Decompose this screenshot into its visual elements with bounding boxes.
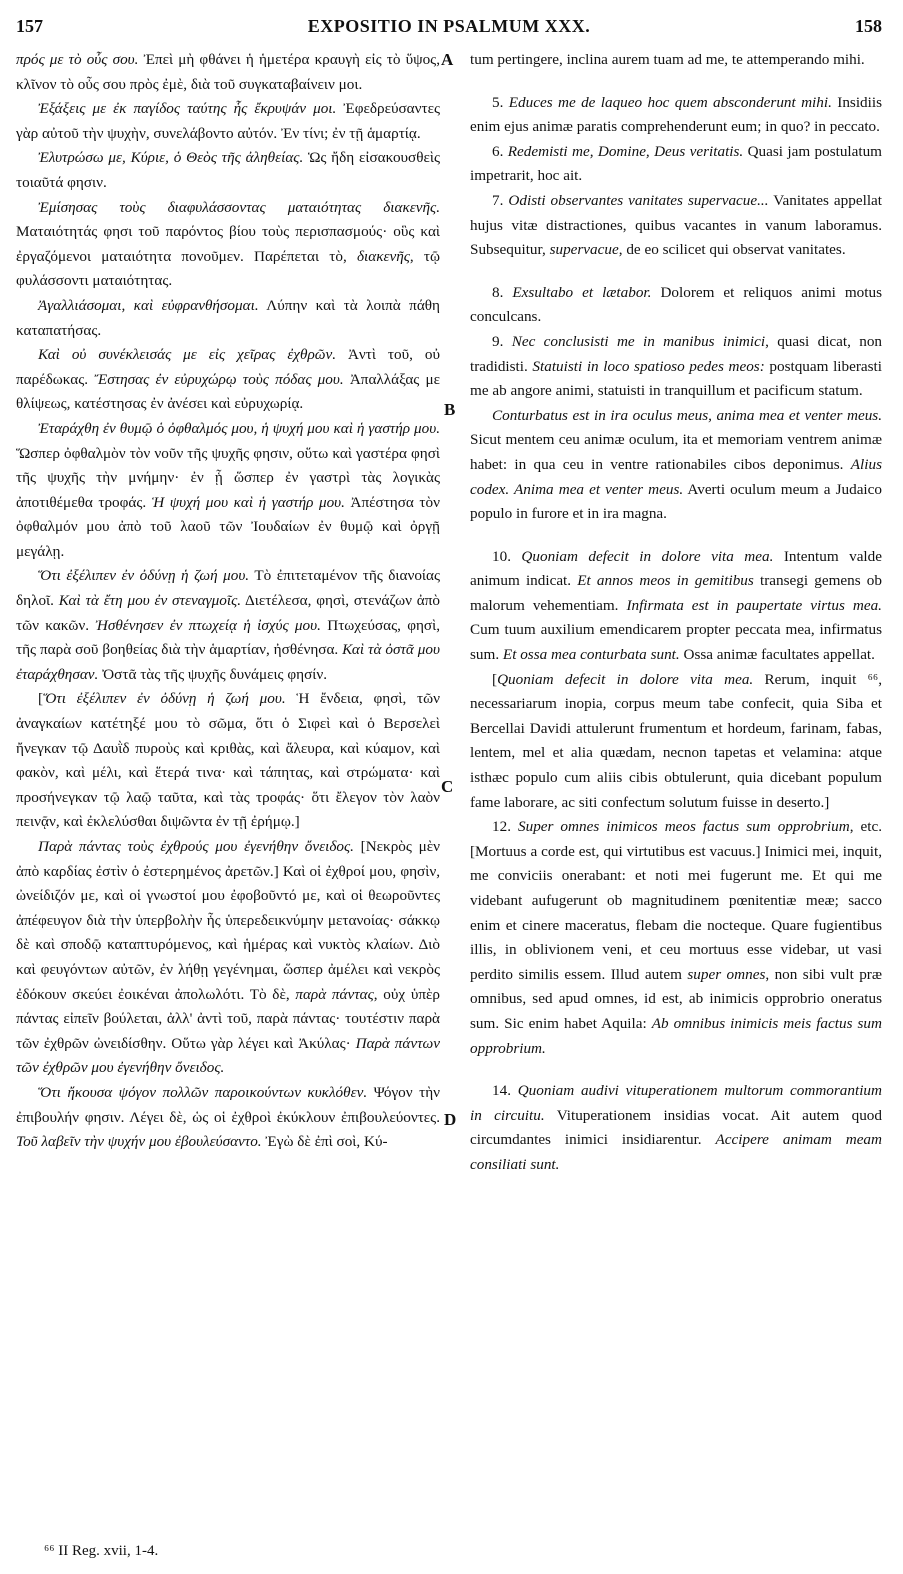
verse-lemma: Ἐξάξεις με ἐκ παγίδος ταύτης ἧς ἔκρυψάν μοι. (38, 100, 337, 118)
greek-paragraph (16, 343, 440, 417)
latin-paragraph (470, 545, 882, 668)
verse-lemma: Quoniam defecit in dolore vita mea. (497, 670, 754, 688)
verse-lemma: supervacue (549, 241, 619, 259)
commentary-text: Λύπην καὶ τὰ λοιπὰ πάθη καταπατήσας. (16, 296, 440, 339)
commentary-text: Sicut mentem ceu animæ oculum, ita et memoriam ventrem animæ habet: in qua ceu in ventre rationabiles cibos deponimus. (470, 431, 882, 473)
verse-lemma: Τοῦ λαβεῖν τὴν ψυχήν μου ἐβουλεύσαντο. (16, 1133, 262, 1151)
latin-paragraph (470, 140, 882, 189)
verse-lemma: Odisti observantes vanitates supervacue... (508, 191, 769, 209)
commentary-text: Ἐγὼ δὲ ἐπὶ σοὶ, Κύ- (261, 1133, 388, 1151)
latin-paragraph (470, 815, 882, 1061)
commentary-text: Cum tuum auxilium emendicarem propter peccata mea, infirmatus sum. (470, 621, 882, 664)
commentary-text: Averti oculum meum a Judaico populo in furore et in ira magna. (470, 480, 882, 523)
latin-paragraph (470, 668, 882, 816)
latin-paragraph (470, 91, 882, 140)
verse-lemma: Infirmata est in paupertate virtus mea. (626, 596, 882, 614)
margin-letter-b: B (444, 400, 456, 419)
commentary-text: Ἀπαλλάξας με θλίψεως, κατέστησας ἐν ἀνέσει καὶ εὐρυχωρίᾳ. (16, 370, 440, 413)
verse-number: 9. (492, 332, 512, 350)
commentary-text: Ossa animæ facultates appellat. (679, 646, 875, 664)
verse-lemma: Educes me de laqueo hoc quem absconderunt mihi. (508, 93, 832, 111)
verse-lemma: Παρὰ πάντων τῶν ἐχθρῶν μου ἐγενήθην ὄνειδος. (16, 1034, 440, 1077)
verse-lemma: Ἀγαλλιάσομαι, καὶ εὐφρανθήσομαι. (38, 296, 259, 314)
verse-lemma: Ἠσθένησεν ἐν πτωχείᾳ ἡ ἰσχύς μου. (95, 616, 321, 634)
commentary-text: Πτωχεύσας, φησὶ, τῆς παρὰ σοῦ βοηθείας διὰ τὴν ἁμαρτίαν, ἠσθένησα. (16, 616, 440, 659)
verse-lemma: Accipere animam meam consiliati sunt. (470, 1131, 882, 1173)
margin-letter-d: D (444, 1110, 457, 1129)
commentary-text: Ὡς ἤδη εἰσακουσθεὶς τοιαῦτά φησιν. (16, 149, 440, 191)
verse-lemma: Ἐλυτρώσω με, Κύριε, ὁ Θεὸς τῆς ἀληθείας. (38, 149, 304, 167)
verse-lemma: Καὶ τὰ ὀστᾶ μου ἐταράχθησαν. (16, 641, 440, 683)
commentary-text: Ὀστᾶ τὰς τῆς ψυχῆς δυνάμεις φησίν. (98, 665, 328, 683)
commentary-text: Quasi jam postulatum impetrarit, hoc ait. (470, 142, 882, 185)
margin-letter-a: A (441, 50, 454, 69)
greek-paragraph (16, 97, 440, 146)
commentary-text: Ἀντὶ τοῦ, οὐ παρέδωκας. (16, 346, 440, 388)
verse-lemma: Super omnes inimicos meos factus sum opprobrium (518, 818, 850, 836)
verse-lemma: Ὅτι ἐξέλιπεν ἐν ὀδύνῃ ἡ ζωή μου. (38, 567, 250, 585)
commentary-text: Τὸ ἐπιτεταμένον τῆς διανοίας δηλοῖ. (16, 567, 440, 610)
commentary-text: Ἐφεδρεύσαντες γὰρ αὐτοῦ τὴν ψυχὴν, συνελάβοντο αὐτόν. Ἐν τίνι; ἐν τῇ ἁμαρτίᾳ. (16, 100, 440, 142)
footnote: ⁶⁶ II Reg. xvii, 1-4. (44, 1543, 159, 1559)
commentary-text: Vanitates appellat hujus vitæ distractiones, quibus vacantes in vanum laboramus. Subsequitur, (470, 191, 883, 259)
verse-number: 8. (492, 283, 513, 301)
verse-lemma: Ἡ ψυχή μου καὶ ἡ γαστήρ μου. (151, 493, 345, 511)
commentary-text: Ἡ ἔνδεια, φησὶ, τῶν ἀναγκαίων κατέτηξέ μου τὸ σῶμα, ὅτι ὁ Σιφεὶ καὶ ὁ Βερσελεὶ ἤνεγκαν τῷ Δαυῒδ πυροὺς καὶ κριθὰς, καὶ ἄλευρα, καὶ κύαμον, καὶ φακὸν, καὶ μέλι, καὶ ἕτερά τινα· καὶ τάπητας, καὶ στρώματα· καὶ προσήνεγκαν τῷ λαῷ ταῦτα, καὶ τὰς τροφάς· ὅτι ἔλεγον τὸν λαὸν πεινᾷν, καὶ ἐκλελύσθαι διψῶντα ἐν τῇ ἐρήμῳ.] (16, 690, 440, 831)
verse-lemma: πρός με τὸ οὖς σου. (16, 51, 139, 68)
greek-paragraph (16, 564, 440, 687)
commentary-text: Ἀπέστησα τὸν ὀφθαλμόν μου ἀπὸ τοῦ λαοῦ τῶν Ἰουδαίων ἐν θυμῷ καὶ ὀργῇ μεγάλῃ. (16, 493, 440, 560)
commentary-text: , non sibi vult præ omnibus, sed apud omnes, id est, ab inimicis opprobrio oneratus sum. Sic enim habet Aquila: (470, 965, 882, 1032)
verse-lemma: Ab omnibus inimicis meis factus sum opprobrium. (470, 1014, 882, 1057)
verse-lemma: Παρὰ πάντας τοὺς ἐχθρούς μου ἐγενήθην ὄνειδος. (38, 838, 354, 855)
greek-column (16, 48, 440, 1155)
running-header (16, 16, 882, 42)
greek-paragraph (16, 687, 440, 835)
latin-paragraph (470, 1079, 882, 1177)
commentary-text: , quasi dicat, non tradidisti. (470, 332, 883, 375)
verse-number: 7. (492, 191, 509, 209)
commentary-text: Intentum valde animum indicat. (470, 547, 882, 590)
verse-lemma: Ὅτι ἤκουσα ψόγον πολλῶν παροικούντων κυκλόθεν. (38, 1083, 368, 1101)
verse-lemma: Ὅτι ἐξέλιπεν ἐν ὀδύνῃ ἡ ζωή μου. (43, 690, 286, 708)
latin-paragraph (470, 281, 882, 330)
verse-number: 12. (492, 818, 518, 836)
verse-number: 5. (492, 93, 509, 111)
verse-lemma: Καὶ οὐ συνέκλεισάς με εἰς χεῖρας ἐχθρῶν. (38, 346, 336, 364)
margin-letter-c: C (441, 777, 454, 796)
verse-lemma: Conturbatus est in ira oculus meus, anima mea et venter meus. (492, 406, 882, 424)
verse-number: 10. (492, 547, 522, 565)
verse-lemma: Καὶ τὰ ἔτη μου ἐν στεναγμοῖς. (58, 592, 242, 610)
commentary-text: Διετέλεσα, φησὶ, στενάζων ἀπὸ τῶν κακῶν. (16, 592, 440, 634)
page-number-right: 158 (855, 16, 882, 36)
commentary-text: Dolorem et reliquos animi motus conculcans. (470, 283, 882, 326)
commentary-text: transegi gemens ob malorum vehementiam. (470, 572, 882, 614)
verse-lemma: Ἐταράχθη ἐν θυμῷ ὁ ὀφθαλμός μου, ἡ ψυχή μου καὶ ἡ γαστήρ μου. (38, 419, 440, 437)
commentary-text: , οὐχ ὑπὲρ πάντας εἰπεῖν βούλεται, ἀλλ' ἀντὶ τοῦ, παρὰ πάντας· τουτέστιν παρὰ τῶν ἐχθρῶν ὠνειδίσθην. Οὕτω γὰρ λέγει καὶ Ἀκύλας· (16, 985, 441, 1052)
commentary-text: [Νεκρὸς μὲν ἀπὸ καρδίας ἐστὶν ὁ ἐστερημένος ἀρετῶν.] Καὶ οἱ ἐχθροί μου, φησὶν, ὠνείδιζόν με, καὶ οἱ γνωστοί μου ἐφοβοῦντό με, καὶ οἱ θεωροῦντες ἀπέφευγον διὰ τὴν ὑπερβολὴν ἧς ὑπερεδεικνύμην μετανοίας· σάκκῳ δὲ καὶ σποδῷ καταπτυρόμενος, καὶ ἡμέρας καὶ νυκτὸς κλαίων. Διὸ καὶ φευγόντων αὐτῶν, ἐν λήθῃ γεγένημαι, ὥσπερ ἀμέλει καὶ νεκρὸς ἐδόκουν σκεύει ἐοικέναι ἀπολωλότι. Τὸ δὲ, (16, 838, 440, 1003)
page-number-left: 157 (16, 16, 43, 36)
greek-paragraph (16, 294, 440, 343)
greek-paragraph (16, 146, 440, 195)
commentary-text: , etc. [Mortuus a corde est, qui virtutibus est vacuus.] Inimici mei, inquit, me conviciis onerabant: et noti mei fugerunt me. Et qui me videbant aufugerunt ob magnitudinem pœnitentiæ meæ; sacco enim et cinere maceratus, flebam die nocteque. Quare fugientibus illis, in oblivionem veni, et ceu mortuus esse videbar, ut vasi perdito similis essem. Illud autem (470, 818, 883, 983)
verse-lemma: Et annos meos in gemitibus (577, 572, 754, 590)
commentary-text: , τῷ φυλάσσοντι ματαιότητας. (16, 247, 440, 290)
greek-paragraph (16, 835, 440, 1081)
verse-lemma: Redemisti me, Domine, Deus veritatis. (507, 142, 744, 160)
greek-paragraph (16, 196, 440, 294)
verse-lemma: Nec conclusisti me in manibus inimici (511, 332, 766, 350)
commentary-text: Vituperationem insidias vocat. Ait autem quod circumdantes inimici insidiarentur. (470, 1106, 882, 1149)
latin-paragraph (470, 189, 882, 263)
commentary-text: Ὥσπερ ὀφθαλμὸν τὸν νοῦν τῆς ψυχῆς φησιν, οὕτω καὶ γαστέρα φησὶ τῆς ψυχῆς τὴν μνήμην· ἐν ᾗ ὥσπερ ἐν γαστρὶ τὰς λογικὰς ἀποτιθέμεθα τροφάς. (16, 444, 440, 511)
greek-paragraph (16, 417, 440, 565)
latin-paragraph (470, 404, 882, 527)
bracket: [ (38, 690, 44, 708)
greek-paragraph (16, 1081, 440, 1155)
commentary-text: Rerum, inquit ⁶⁶, necessariarum inopia, corpus meum tabe confecit, quia Siba et Bercellai Davidi attulerunt frumentum et hordeum, farinam, fabas, lentem, mel et alia quædam, necnon tapetas et velamina: atque isthæc populo cum aliis cibis obtulerunt, quia dicebant populum fame laborare, ac siti confectum solutum fuisse in deserto.] (470, 670, 882, 811)
verse-lemma: διακενῆς (356, 247, 410, 265)
verse-lemma: Ἐμίσησας τοὺς διαφυλάσσοντας ματαιότητας διακενῆς. (38, 198, 440, 216)
verse-lemma: Et ossa mea conturbata sunt. (502, 646, 680, 664)
commentary-text: Ψόγον τὴν ἐπιβουλήν φησιν. Λέγει δὲ, ὡς οἱ ἐχθροὶ ἐκύκλουν ἐπιβουλεύοντες. (16, 1083, 441, 1126)
verse-number: 6. (492, 142, 508, 160)
verse-lemma: Ἔστησας ἐν εὐρυχώρῳ τοὺς πόδας μου. (94, 370, 344, 388)
verse-number: 14. (492, 1082, 518, 1100)
verse-lemma: Exsultabo et lætabor. (512, 283, 652, 301)
latin-paragraph: tum pertingere, inclina aurem tuam ad me, te attemperando mihi. (470, 51, 865, 68)
latin-column (470, 48, 882, 1178)
greek-paragraph (16, 48, 440, 97)
commentary-text: Ἐπεὶ μὴ φθάνει ἡ ἡμετέρα κραυγὴ εἰς τὸ ὕψος, κλῖνον τὸ οὖς σου πρὸς ἐμὲ, διὰ τοῦ συγκαταβαίνειν μοι. (16, 51, 440, 93)
verse-lemma: παρὰ πάντας (295, 985, 374, 1003)
commentary-text: Insidiis enim ejus animæ paratis comprehenderunt eum; in quo? in peccato. (470, 93, 883, 136)
running-title: EXPOSITIO IN PSALMUM XXX. (307, 16, 591, 36)
verse-lemma: Alius codex. Anima mea et venter meus. (470, 455, 882, 498)
commentary-text: postquam liberasti me ab angore animi, statuisti in tranquillum et pacificum statum. (470, 357, 882, 400)
commentary-text: Ματαιότητάς φησι τοῦ παρόντος βίου τοὺς περισπασμούς· οὓς καὶ ἐργαζόμενοι ματαιότητα πονοῦμεν. Παρέπεται τὸ, (16, 223, 440, 265)
commentary-text: , de eo scilicet qui observat vanitates. (618, 241, 846, 259)
latin-paragraph (470, 330, 882, 404)
verse-lemma: Quoniam defecit in dolore vita mea. (521, 547, 774, 565)
verse-lemma: super omnes (687, 965, 766, 983)
verse-lemma: Statuisti in loco spatioso pedes meos: (532, 357, 765, 375)
verse-lemma: Quoniam audivi vituperationem multorum commorantium in circuitu. (470, 1082, 882, 1124)
bracket: [ (492, 670, 498, 688)
